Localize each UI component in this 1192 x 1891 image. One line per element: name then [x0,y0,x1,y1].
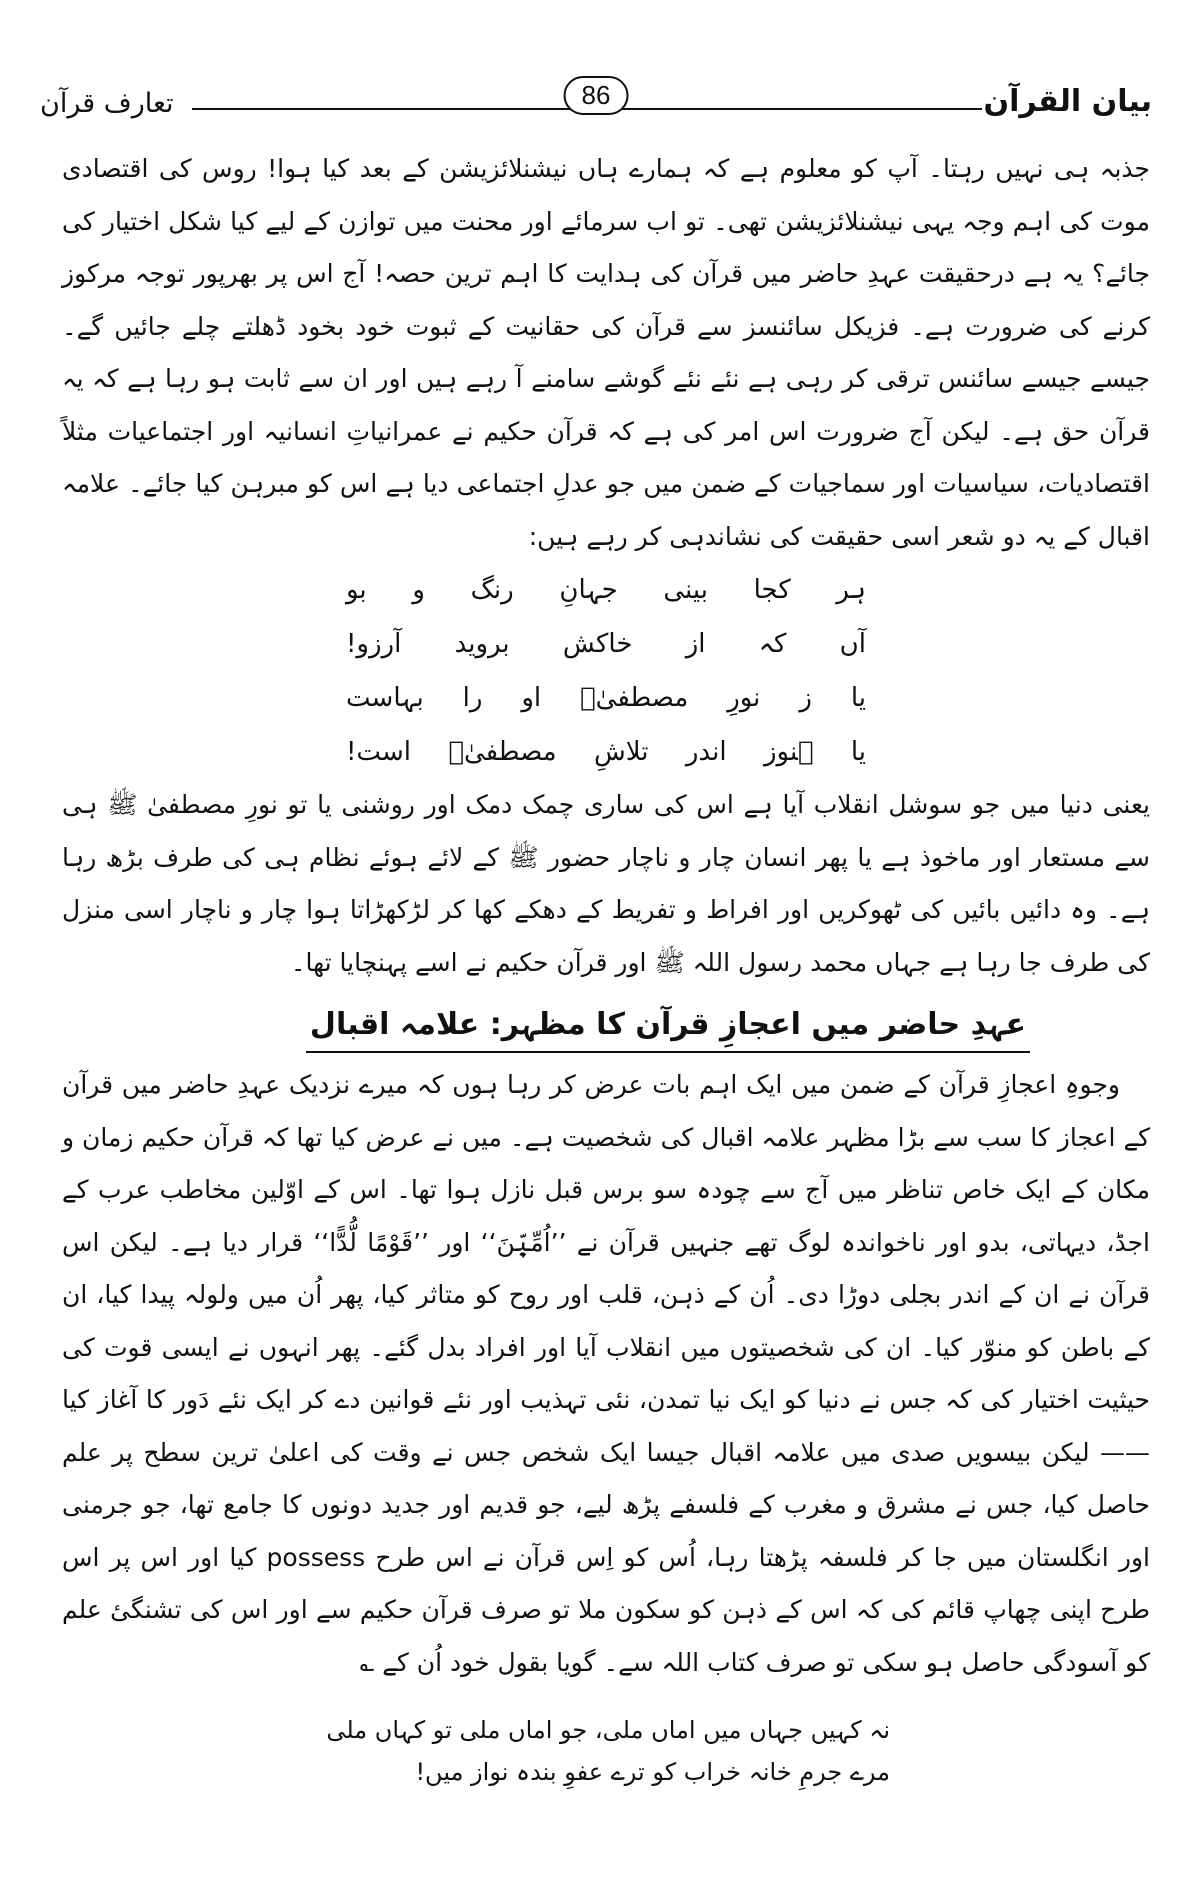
persian-poem [62,563,1150,779]
poem-line: آں کہ از خاکش بروید آرزو! [346,629,866,659]
paragraph-iqbal: وجوہِ اعجازِ قرآن کے ضمن میں ایک اہم بات عرض کر رہا ہوں کہ میرے نزدیک عہدِ حاضر میں قرآن کے اعجاز کا سب سے بڑا مظہر علامہ اقبال کی شخصیت ہے۔ میں نے عرض کیا تھا کہ قرآن حکیم زمان و مکان کے ایک خاص تناظر میں آج سے چودہ سو برس قبل نازل ہوا تھا۔ اس کے اوّلین مخاطب عرب کے اجڈ، دیہاتی، بدو اور ناخواندہ لوگ تھے جنہیں قرآن نے ’’اُمِّیّٖنَ‘‘ اور ’’قَوْمًا لُّدًّا‘‘ قرار دیا ہے۔ لیکن اس قرآن نے ان کے اندر بجلی دوڑا دی۔ اُن کے ذہن، قلب اور روح کو متاثر کیا، پھر اُن میں ولولہ پیدا کیا، ان کے باطن کو منوّر کیا۔ ان کی شخصیتوں میں انقلاب آیا اور افراد بدل گئے۔ پھر انہوں نے ایسی قوت کی حیثیت اختیار کی کہ جس نے دنیا کو ایک نیا تمدن، نئی تہذیب اور نئے قوانین دے کر ایک نئے دَور کا آغاز کیا —— لیکن بیسویں صدی میں علامہ اقبال جیسا ایک شخص جس نے وقت کی اعلیٰ ترین سطح پر علم حاصل کیا، جس نے مشرق و مغرب کے فلسفے پڑھ لیے، جو قدیم اور جدید دونوں کا جامع تھا، جو جرمنی اور انگلستان میں جا کر فلسفہ پڑھتا رہا، اُس کو اِس قرآن نے اس طرح possess کیا اور اس پر اس طرح اپنی چھاپ قائم کی کہ اس کے ذہن کو سکون ملا تو صرف قرآن حکیم سے اور اس کی تشنگیٔ علم کو آسودگی حاصل ہو سکی تو صرف کتاب اللہ سے۔ گویا بقول خود اُن کے ؎ [62,1070,1150,1677]
urdu-couplet [62,1709,1150,1793]
page-body [62,143,1150,1793]
couplet-line: مرے جرمِ خانہ خراب کو ترے عفوِ بندہ نواز میں! [415,1758,890,1786]
couplet-line: نہ کہیں جہاں میں اماں ملی، جو اماں ملی تو کہاں ملی [326,1716,890,1744]
running-header [40,82,1152,130]
paragraph-intro: جذبہ ہی نہیں رہتا۔ آپ کو معلوم ہے کہ ہمارے ہاں نیشنلائزیشن کے بعد کیا ہوا! روس کی اقتصادی موت کی اہم وجہ یہی نیشنلائزیشن تھی۔ تو اب سرمائے اور محنت میں توازن کے لیے کیا شکل اختیار کی جائے؟ یہ ہے درحقیقت عہدِ حاضر میں قرآن کی ہدایت کا اہم ترین حصہ! آج اس پر بھرپور توجہ مرکوز کرنے کی ضرورت ہے۔ فزیکل سائنسز سے قرآن کی حقانیت کے ثبوت خود بخود ڈھلتے چلے جائیں گے۔ جیسے جیسے سائنس ترقی کر رہی ہے نئے نئے گوشے سامنے آ رہے ہیں اور ان سے ثابت ہو رہا ہے کہ یہ قرآن حق ہے۔ لیکن آج ضرورت اس امر کی ہے کہ قرآن حکیم نے عمرانیاتِ انسانیہ اور اجتماعیات مثلاً اقتصادیات، سیاسیات اور سماجیات کے ضمن میں جو عدلِ اجتماعی دیا ہے اس کو مبرہن کیا جائے۔ علامہ اقبال کے یہ دو شعر اسی حقیقت کی نشاندہی کر رہے ہیں: [62,154,1150,551]
book-title: بیان القرآن [983,84,1152,119]
section-heading [62,1001,1150,1053]
poem-line: ہر کجا بینی جہانِ رنگ و بو [346,575,866,605]
section-heading-text: عہدِ حاضر میں اعجازِ قرآن کا مظہر: علامہ اقبال [306,1001,1030,1053]
chapter-title: تعارف قرآن [40,88,174,119]
poem-line: یا ہنوز اندر تلاشِ مصطفیٰؐ است! [346,737,866,767]
page-number: 86 [564,76,629,115]
poem-line: یا ز نورِ مصطفیٰؐ او را بہاست [346,683,866,713]
paragraph-social-revolution: یعنی دنیا میں جو سوشل انقلاب آیا ہے اس کی ساری چمک دمک اور روشنی یا تو نورِ مصطفیٰ ﷺ ہی سے مستعار اور ماخوذ ہے یا پھر انسان چار و ناچار حضور ﷺ کے لائے ہوئے نظام ہی کی طرف بڑھ رہا ہے۔ وہ دائیں بائیں کی ٹھوکریں اور افراط و تفریط کے دھکے کھا کر لڑکھڑاتا ہوا چار و ناچار اسی منزل کی طرف جا رہا ہے جہاں محمد رسول اللہ ﷺ اور قرآن حکیم نے اسے پہنچایا تھا۔ [62,790,1150,977]
